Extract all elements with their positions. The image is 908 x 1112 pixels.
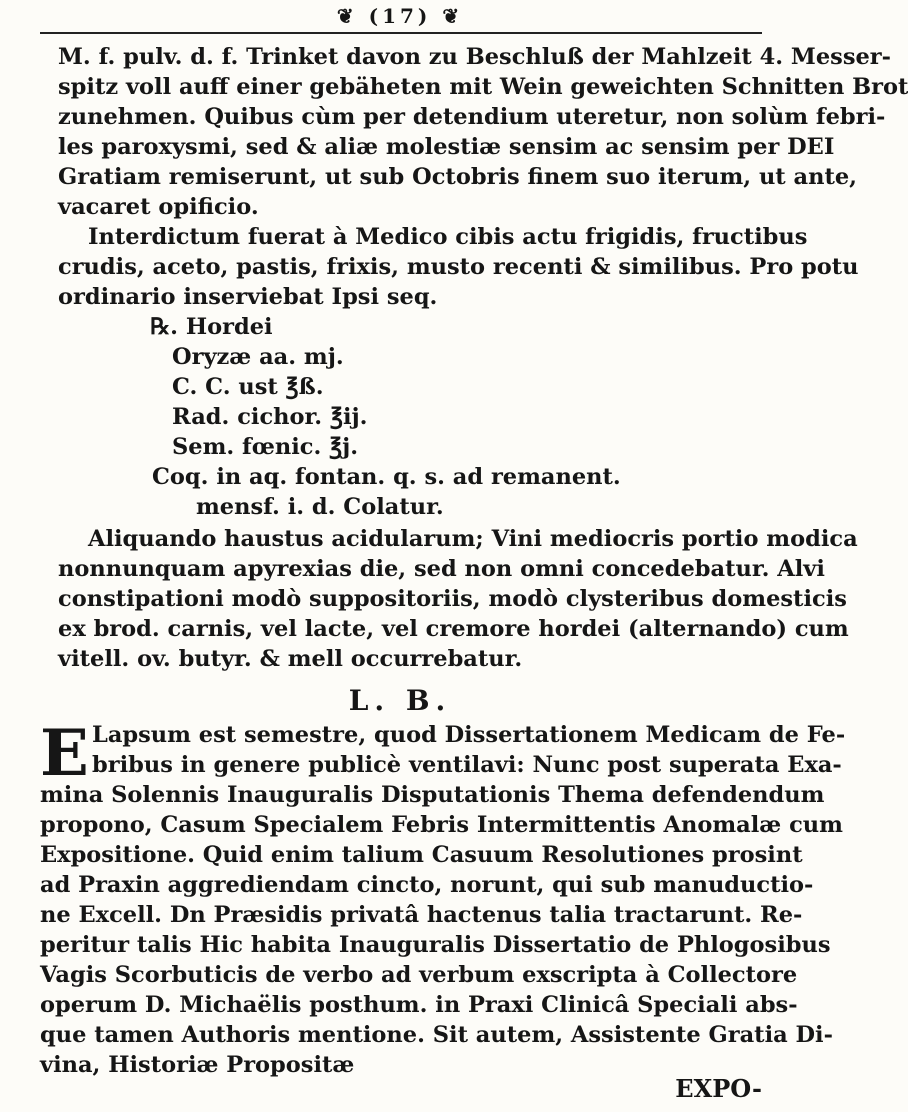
text-line: M. f. pulv. d. f. Trinket davon zu Beschluß der Mahlzeit 4. Messer-	[58, 44, 891, 70]
catchword: EXPO-	[675, 1074, 762, 1103]
text-line: peritur talis Hic habita Inauguralis Dissertatio de Phlogosibus	[40, 932, 831, 958]
text-line: mina Solennis Inauguralis Disputationis Thema defendendum	[40, 782, 825, 808]
recipe-line: Coq. in aq. fontan. q. s. ad remanent.	[152, 464, 621, 490]
signature-initials: L. B.	[348, 684, 452, 717]
page-number-ornament: ❦ (17) ❦	[336, 4, 464, 28]
text-line: que tamen Authoris mentione. Sit autem, Assistente Gratia Di-	[40, 1022, 833, 1048]
text-line: zunehmen. Quibus cùm per detendium uteretur, non solùm febri-	[58, 104, 886, 130]
text-line: nonnunquam apyrexias die, sed non omni concedebatur. Alvi	[58, 556, 825, 582]
text-line: vina, Historiæ Propositæ	[40, 1052, 355, 1078]
text-line: Expositione. Quid enim talium Casuum Resolutiones prosint	[40, 842, 803, 868]
text-line: ad Praxin aggrediendam cincto, norunt, qui sub manuductio-	[40, 872, 814, 898]
text-line: propono, Casum Specialem Febris Intermittentis Anomalæ cum	[40, 812, 843, 838]
text-line: constipationi modò suppositoriis, modò clysteribus domesticis	[58, 586, 847, 612]
text-line: Lapsum est semestre, quod Dissertationem Medicam de Fe-	[92, 722, 846, 748]
drop-cap: E	[40, 716, 89, 791]
recipe-line: Sem. fœnic. ℥j.	[172, 434, 359, 460]
text-line: vacaret opificio.	[58, 194, 259, 220]
recipe-line: ℞. Hordei	[150, 314, 273, 340]
text-line: spitz voll auff einer gebäheten mit Wein geweichten Schnitten Brot	[58, 74, 908, 100]
text-line: Aliquando haustus acidularum; Vini mediocris portio modica	[88, 526, 858, 552]
text-line: vitell. ov. butyr. & mell occurrebatur.	[58, 646, 523, 672]
text-line: Gratiam remiserunt, ut sub Octobris finem suo iterum, ut ante,	[58, 164, 858, 190]
text-line: operum D. Michaëlis posthum. in Praxi Clinicâ Speciali abs-	[40, 992, 798, 1018]
text-line: crudis, aceto, pastis, frixis, musto recenti & similibus. Pro potu	[58, 254, 859, 280]
text-line: ex brod. carnis, vel lacte, vel cremore hordei (alternando) cum	[58, 616, 849, 642]
text-line: Interdictum fuerat à Medico cibis actu frigidis, fructibus	[88, 224, 808, 250]
recipe-line: mensf. i. d. Colatur.	[196, 494, 444, 520]
text-line: ordinario inserviebat Ipsi seq.	[58, 284, 438, 310]
text-line: Vagis Scorbuticis de verbo ad verbum exscripta à Collectore	[40, 962, 798, 988]
text-line: les paroxysmi, sed & aliæ molestiæ sensim ac sensim per DEI	[58, 134, 835, 160]
recipe-line: C. C. ust ℥ß.	[172, 374, 324, 400]
text-line: ne Excell. Dn Præsidis privatâ hactenus talia tractarunt. Re-	[40, 902, 803, 928]
recipe-line: Oryzæ aa. mj.	[172, 344, 344, 370]
recipe-line: Rad. cichor. ℥ij.	[172, 404, 368, 430]
header-rule	[40, 32, 762, 34]
text-line: bribus in genere publicè ventilavi: Nunc post superata Exa-	[92, 752, 842, 778]
